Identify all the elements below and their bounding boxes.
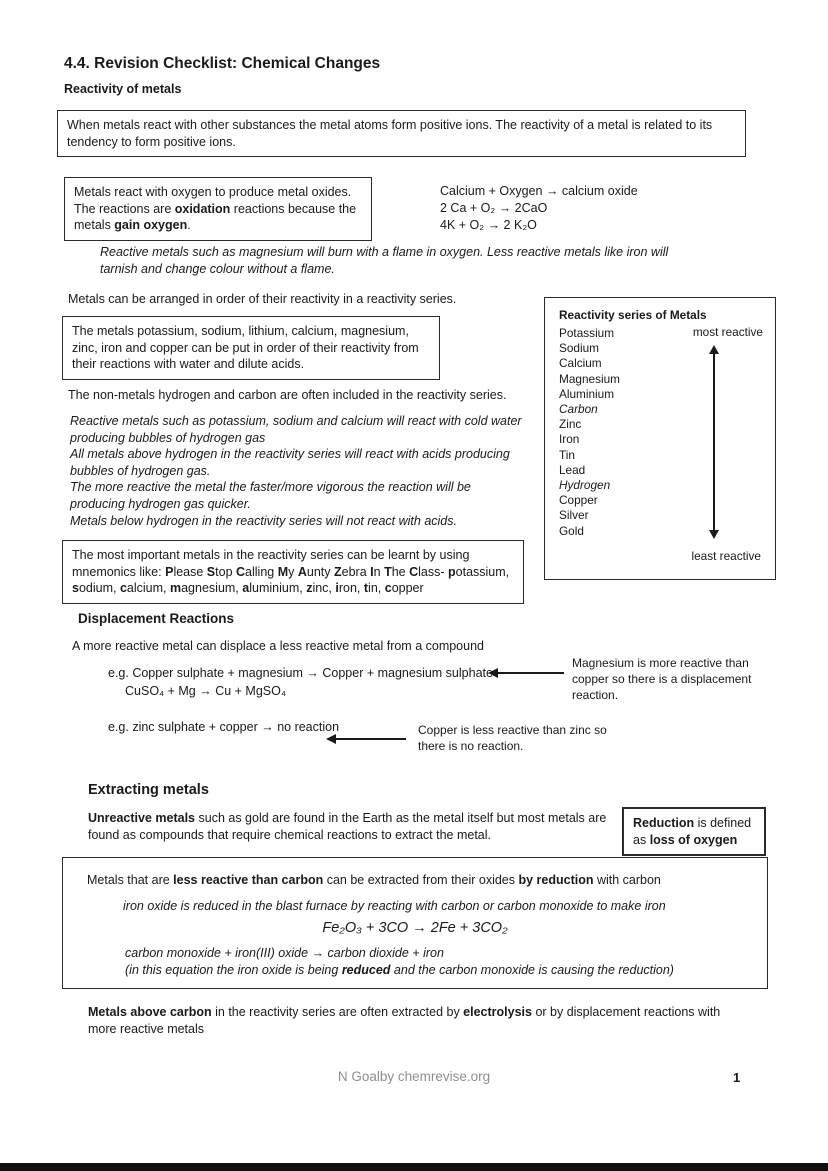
series-metal: Copper	[559, 493, 598, 508]
equation-line: 4K + O₂ → 2 K₂O	[440, 218, 537, 232]
displacement-example2-words: e.g. zinc sulphate + copper → no reaction	[108, 720, 340, 734]
electrolysis-note: Metals above carbon in the reactivity series are often extracted by electrolysis or by displacement reactions with more reactive metals	[88, 1005, 721, 1036]
nonmetals-note: The non-metals hydrogen and carbon are often included in the reactivity series.	[68, 388, 507, 402]
series-metal: Potassium	[559, 326, 615, 340]
acid-note: Reactive metals such as potassium, sodium and calcium will react with cold water producing bubbles of hydrogen gas	[70, 414, 522, 445]
series-metal: Aluminium	[559, 386, 615, 401]
least-reactive-label: least reactive	[691, 549, 761, 564]
carbon-box-line1: Metals that are less reactive than carbon can be extracted from their oxides by reduction with carbon	[87, 873, 661, 887]
series-metal: Magnesium	[559, 371, 620, 386]
series-metal: Tin	[559, 447, 575, 462]
series-metal: Calcium	[559, 356, 602, 371]
carbon-box-equation: Fe₂O₃ + 3CO → 2Fe + 3CO₂	[322, 920, 508, 937]
reactivity-series-panel	[544, 297, 776, 580]
oxidation-text: Metals react with oxygen to produce metal oxides. The reactions are oxidation reactions because the metals gain oxygen.	[74, 185, 357, 233]
carbon-box-line3: carbon monoxide + iron(III) oxide → carbon dioxide + iron	[125, 945, 444, 960]
series-metal: Silver	[559, 508, 589, 523]
burn-note: Reactive metals such as magnesium will burn with a flame in oxygen. Less reactive metals like iron will tarnish and change colour without a flame.	[100, 245, 669, 276]
page-bottom-edge	[0, 1163, 828, 1171]
mnemonic-text: The most important metals in the reactivity series can be learnt by using mnemonics like: Please Stop Calling My Aunty Zebra In The Class- potassium, sodium, calcium, magnesium, aluminium, zinc, iron, tin, copper	[72, 548, 510, 596]
series-intro: Metals can be arranged in order of their reactivity in a reactivity series.	[68, 292, 457, 306]
equation-line: Calcium + Oxygen → calcium oxide	[440, 184, 638, 198]
series-metal: Lead	[559, 462, 586, 477]
series-metal: Gold	[559, 523, 584, 538]
displacement-intro: A more reactive metal can displace a less reactive metal from a compound	[72, 639, 484, 653]
acid-reaction-notes	[70, 413, 522, 529]
carbon-box-line4: (in this equation the iron oxide is being reduced and the carbon monoxide is causing the reduction)	[125, 963, 674, 978]
carbon-reduction-box	[62, 857, 768, 989]
series-metal: Iron	[559, 432, 580, 447]
most-reactive-label: most reactive	[692, 325, 763, 339]
reactivity-direction-arrow-icon	[713, 354, 715, 530]
order-text: The metals potassium, sodium, lithium, calcium, magnesium, zinc, iron and copper can be put in order of their reactivity from their reactions with water and dilute acids.	[72, 324, 419, 372]
displacement-example1-words: e.g. Copper sulphate + magnesium → Copper + magnesium sulphate	[108, 666, 493, 680]
displacement-example1-symbols: CuSO₄ + Mg → Cu + MgSO₄	[125, 684, 286, 698]
footer-credit: N Goalby chemrevise.org	[337, 1069, 491, 1084]
displacement-example1-note: Magnesium is more reactive than copper so there is a displacement reaction.	[572, 656, 752, 702]
series-metal: Carbon	[559, 402, 598, 417]
positive-ions-text: When metals react with other substances the metal atoms form positive ions. The reactivity of a metal is related to its tendency to form positive ions.	[67, 118, 713, 149]
series-metal: Sodium	[559, 341, 599, 356]
reduction-definition-box	[622, 807, 766, 856]
series-panel-title: Reactivity series of Metals	[559, 308, 707, 322]
section-heading-displacement: Displacement Reactions	[78, 611, 235, 626]
equation-line: 2 Ca + O₂ → 2CaO	[440, 201, 548, 215]
order-box	[62, 316, 440, 380]
series-metal: Zinc	[559, 417, 582, 432]
mnemonic-box	[62, 540, 524, 604]
oxidation-box	[64, 177, 372, 241]
page-number: 1	[733, 1070, 741, 1085]
annotation-arrow-icon	[498, 672, 564, 674]
page-title: 4.4. Revision Checklist: Chemical Changes	[64, 55, 381, 72]
annotation-arrow-icon	[336, 738, 406, 740]
section-heading-reactivity: Reactivity of metals	[64, 82, 182, 96]
positive-ions-box	[57, 110, 746, 157]
carbon-box-line2: iron oxide is reduced in the blast furnace by reacting with carbon or carbon monoxide to make iron	[123, 898, 666, 913]
reduction-definition-text: Reduction is defined as loss of oxygen	[633, 816, 752, 847]
reactivity-series-list	[559, 326, 620, 539]
acid-note: All metals above hydrogen in the reactivity series will react with acids producing bubbles of hydrogen gas.	[70, 447, 510, 478]
acid-note: The more reactive the metal the faster/more vigorous the reaction will be producing hydrogen gas quicker.	[70, 480, 471, 511]
displacement-example2-note: Copper is less reactive than zinc so there is no reaction.	[418, 723, 607, 753]
oxygen-equations	[440, 183, 638, 234]
acid-note: Metals below hydrogen in the reactivity series will not react with acids.	[70, 513, 457, 528]
section-heading-extracting: Extracting metals	[88, 782, 209, 798]
extracting-intro: Unreactive metals such as gold are found in the Earth as the metal itself but most metals are found as compounds that require chemical reactions to extract the metal.	[88, 811, 607, 842]
series-metal: Hydrogen	[559, 478, 611, 493]
